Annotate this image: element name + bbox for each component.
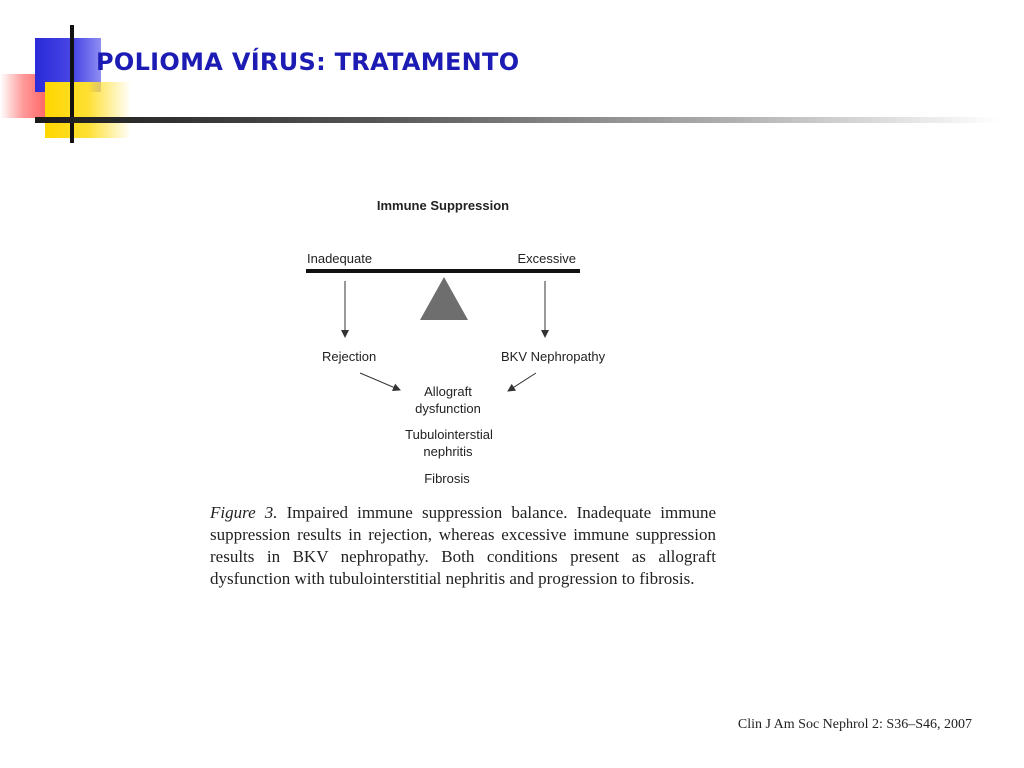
dysfunction-label: dysfunction bbox=[415, 401, 481, 416]
arrow-bkv-to-dysfunction bbox=[508, 373, 536, 391]
rejection-label: Rejection bbox=[322, 349, 377, 364]
balance-left-label: Inadequate bbox=[307, 251, 373, 266]
diagram-heading: Immune Suppression bbox=[376, 198, 510, 213]
fibrosis-label: Fibrosis bbox=[424, 471, 470, 486]
slide-title: POLIOMA VÍRUS: TRATAMENTO bbox=[96, 48, 520, 76]
immune-balance-diagram bbox=[290, 185, 650, 495]
decorative-vertical-line bbox=[70, 25, 74, 143]
citation: Clin J Am Soc Nephrol 2: S36–S46, 2007 bbox=[737, 717, 972, 732]
nephritis-label: nephritis bbox=[423, 444, 473, 459]
figure-label: Figure 3. bbox=[210, 503, 278, 522]
balance-beam bbox=[306, 269, 580, 273]
decorative-horizontal-line bbox=[35, 117, 1000, 123]
bkv-nephropathy-label: BKV Nephropathy bbox=[501, 349, 606, 364]
balance-fulcrum-triangle bbox=[420, 277, 468, 320]
allograft-label: Allograft bbox=[424, 384, 472, 399]
tubulointerstitial-label: Tubulointerstial bbox=[405, 427, 493, 442]
balance-right-label: Excessive bbox=[517, 251, 576, 266]
arrow-rejection-to-dysfunction bbox=[360, 373, 400, 390]
diagram-svg bbox=[290, 185, 650, 495]
decorative-yellow-block bbox=[45, 82, 131, 138]
figure-caption-text: Impaired immune suppression balance. Inadequate immune suppression results in rejection, whereas excessive immune suppression results in BKV nephropathy. Both conditions present as allograft dysfunction with tubulointerstitial nephritis and progression to fibrosis. bbox=[210, 503, 717, 588]
figure-caption bbox=[210, 502, 716, 590]
